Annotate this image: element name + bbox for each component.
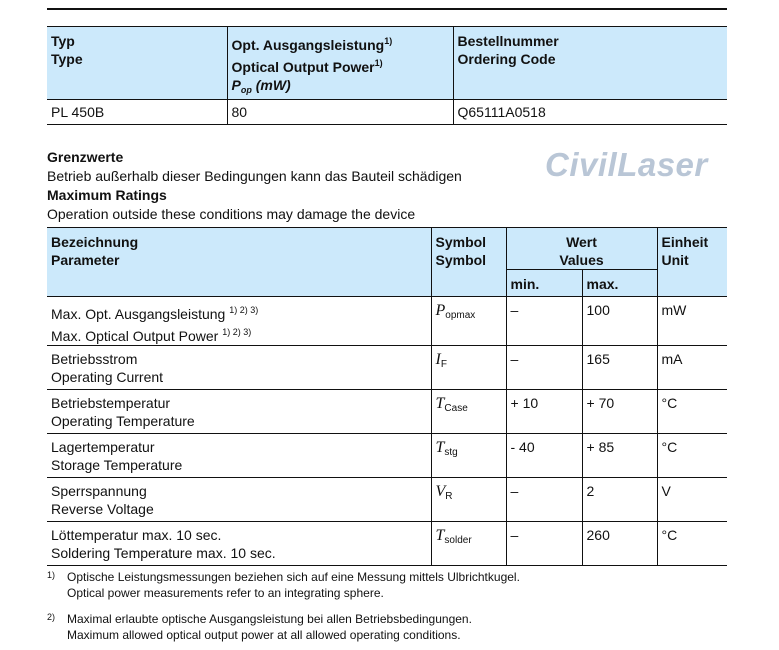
table-row xyxy=(47,478,727,522)
cell-unit: mW xyxy=(657,297,727,346)
parameter-de: Betriebsstrom xyxy=(51,351,138,367)
header-unit-de: Einheit xyxy=(661,234,709,250)
parameter-de: Betriebstemperatur xyxy=(51,395,171,411)
civillaser-logo: CivilLaser xyxy=(545,146,708,183)
cell-max: 165 xyxy=(582,346,657,390)
header-power-en: Optical Output Power$^{1)}$ xyxy=(231,58,383,75)
table-row xyxy=(47,522,727,566)
parameter-de: Max. Opt. Ausgangsleistung $^{1) 2) 3)}$ xyxy=(51,305,259,322)
footnote-1-de: Optische Leistungsmessungen beziehen sich auf eine Messung mittels Ulbrichtkugel. xyxy=(67,570,520,584)
cell-max: 100 xyxy=(582,297,657,346)
header-parameter xyxy=(47,228,431,297)
header-unit-en: Unit xyxy=(661,252,689,268)
cell-unit: mA xyxy=(657,346,727,390)
header-parameter-de: Bezeichnung xyxy=(51,234,139,250)
parameter-en: Operating Current xyxy=(51,369,164,385)
cell-min: - 40 xyxy=(506,434,582,478)
section-title-de: Grenzwerte xyxy=(47,149,124,165)
footnote-2-mark: 2) xyxy=(47,612,56,622)
cell-unit: °C xyxy=(657,522,727,566)
cell-min: – xyxy=(506,478,582,522)
cell-max: 260 xyxy=(582,522,657,566)
header-unit xyxy=(657,228,727,297)
section-title-en: Maximum Ratings xyxy=(47,187,167,203)
cell-parameter xyxy=(47,297,431,346)
cell-max: 2 xyxy=(582,478,657,522)
cell-symbol: $P_{opmax}$ xyxy=(431,297,506,346)
cell-symbol: $T_{Case}$ xyxy=(431,390,506,434)
table-row xyxy=(47,390,727,434)
parameter-en: Storage Temperature xyxy=(51,457,183,473)
cell-parameter xyxy=(47,478,431,522)
ratings-table xyxy=(47,227,727,297)
table-row xyxy=(47,297,727,346)
cell-power: 80 xyxy=(227,100,453,125)
header-type xyxy=(47,27,227,100)
cell-min: – xyxy=(506,346,582,390)
cell-parameter xyxy=(47,390,431,434)
footnote-1-en: Optical power measurements refer to an integrating sphere. xyxy=(67,586,384,600)
header-symbol-en: Symbol xyxy=(435,252,487,268)
cell-parameter xyxy=(47,434,431,478)
cell-min: – xyxy=(506,297,582,346)
cell-min: + 10 xyxy=(506,390,582,434)
header-min: min. xyxy=(506,270,582,297)
parameter-en: Reverse Voltage xyxy=(51,501,154,517)
cell-symbol: $T_{stg}$ xyxy=(431,434,506,478)
header-symbol-de: Symbol xyxy=(435,234,487,250)
ratings-header-row xyxy=(47,228,727,270)
header-power-de: Opt. Ausgangsleistung$^{1)}$ xyxy=(231,36,393,53)
parameter-de: Sperrspannung xyxy=(51,483,147,499)
footnote-2-en: Maximum allowed optical output power at all allowed operating conditions. xyxy=(67,628,461,642)
footnote-2-body xyxy=(67,611,472,643)
cell-type: PL 450B xyxy=(51,104,105,120)
parameter-de: Löttemperatur max. 10 sec. xyxy=(51,527,222,543)
footnote-1-body xyxy=(67,569,520,601)
header-code-de: Bestellnummer xyxy=(457,33,559,49)
type-table-header xyxy=(47,27,727,100)
footnote-2-de: Maximal erlaubte optische Ausgangsleistung bei allen Betriebsbedingungen. xyxy=(67,612,472,626)
cell-symbol: $V_R$ xyxy=(431,478,506,522)
section-subtitle-de: Betrieb außerhalb dieser Bedingungen kann das Bauteil schädigen xyxy=(47,168,462,184)
cell-unit: °C xyxy=(657,434,727,478)
cell-max: + 85 xyxy=(582,434,657,478)
cell-parameter xyxy=(47,522,431,566)
table-row xyxy=(47,346,727,390)
top-rule xyxy=(47,8,727,10)
header-values-en: Values xyxy=(559,252,604,268)
parameter-de: Lagertemperatur xyxy=(51,439,155,455)
header-type-en: Type xyxy=(51,51,83,67)
footnote-1-mark: 1) xyxy=(47,570,56,580)
section-subtitle-en: Operation outside these conditions may damage the device xyxy=(47,206,416,222)
cell-min: – xyxy=(506,522,582,566)
header-max: max. xyxy=(582,270,657,297)
type-table xyxy=(47,26,727,125)
header-values xyxy=(506,228,657,270)
header-symbol xyxy=(431,228,506,297)
cell-parameter xyxy=(47,346,431,390)
cell-unit: V xyxy=(657,478,727,522)
ratings-table-body xyxy=(47,296,727,566)
parameter-en: Operating Temperature xyxy=(51,413,195,429)
header-values-de: Wert xyxy=(566,234,597,250)
header-type-de: Typ xyxy=(51,33,75,49)
header-code xyxy=(453,27,727,100)
cell-code: Q65111A0518 xyxy=(453,100,727,125)
header-power-symbol: $P_{op}$ (mW) xyxy=(231,77,291,95)
header-power xyxy=(227,27,453,100)
cell-symbol: $I_F$ xyxy=(431,346,506,390)
table-row xyxy=(47,100,727,125)
parameter-en: Soldering Temperature max. 10 sec. xyxy=(51,545,276,561)
cell-unit: °C xyxy=(657,390,727,434)
cell-max: + 70 xyxy=(582,390,657,434)
parameter-en: Max. Optical Output Power $^{1) 2) 3)}$ xyxy=(51,327,252,344)
header-code-en: Ordering Code xyxy=(457,51,556,67)
table-row xyxy=(47,434,727,478)
header-parameter-en: Parameter xyxy=(51,252,120,268)
cell-symbol: $T_{solder}$ xyxy=(431,522,506,566)
